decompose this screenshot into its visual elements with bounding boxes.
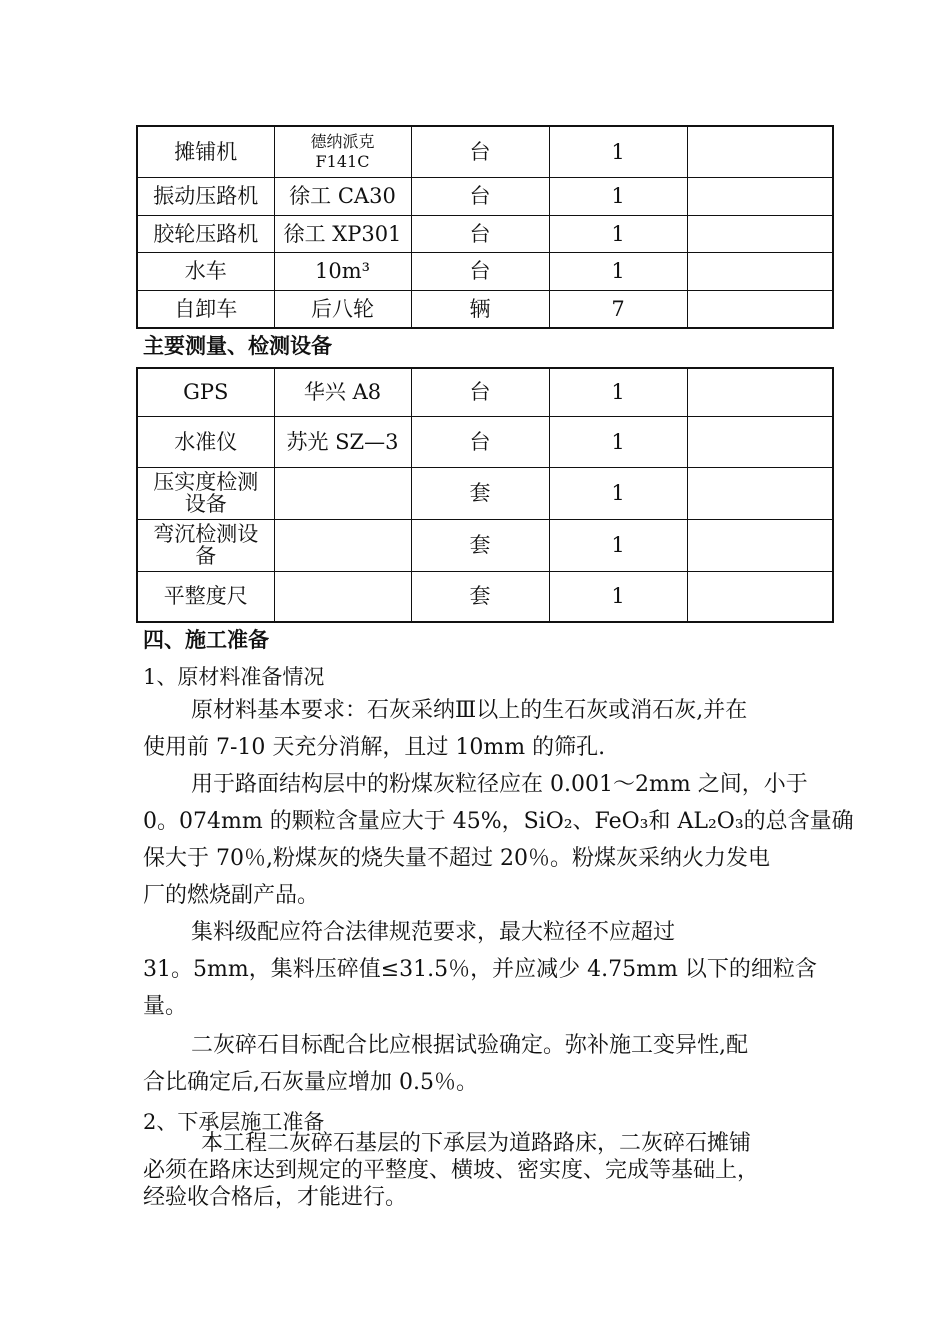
- text-line: 用于路面结构层中的粉煤灰粒径应在 0.001～2mm 之间，小于: [191, 772, 808, 797]
- equipment-qty: 1: [549, 571, 687, 622]
- equipment-qty: 1: [549, 368, 687, 416]
- equipment-qty: 1: [549, 252, 687, 290]
- text-line: 31。5mm，集料压碎值≤31.5％，并应减少 4.75mm 以下的细粒含: [143, 957, 817, 982]
- equipment-unit: 台: [411, 215, 549, 252]
- equipment-note: [687, 368, 833, 416]
- equipment-note: [687, 467, 833, 519]
- equipment-note: [687, 519, 833, 571]
- subsection-heading: 2、下承层施工准备: [143, 1110, 325, 1134]
- equipment-model: [274, 467, 411, 519]
- equipment-qty: 1: [549, 416, 687, 467]
- text-line: 原材料基本要求：石灰采纳Ⅲ以上的生石灰或消石灰,并在: [191, 698, 748, 723]
- equipment-model: [274, 571, 411, 622]
- table-row: [137, 368, 833, 416]
- equipment-unit: 台: [411, 126, 549, 177]
- table-row: [137, 416, 833, 467]
- equipment-model: 华兴 A8: [274, 368, 411, 416]
- survey-equipment-table: [136, 367, 834, 623]
- table-row: [137, 177, 833, 215]
- equipment-name: 胶轮压路机: [137, 215, 274, 252]
- equipment-qty: 7: [549, 290, 687, 328]
- text-line: 必须在路床达到规定的平整度、横坡、密实度、完成等基础上，: [143, 1158, 760, 1183]
- text-line: 厂的燃烧副产品。: [143, 883, 320, 908]
- equipment-model: 10m³: [274, 252, 411, 290]
- equipment-name: 水准仪: [137, 416, 274, 467]
- equipment-name: 压实度检测 设备: [137, 467, 274, 519]
- equipment-note: [687, 177, 833, 215]
- paragraph: [143, 692, 833, 766]
- equipment-qty: 1: [549, 126, 687, 177]
- equipment-model: 徐工 CA30: [274, 177, 411, 215]
- survey-equipment-heading: 主要测量、检测设备: [143, 334, 332, 358]
- equipment-note: [687, 252, 833, 290]
- equipment-name: 水车: [137, 252, 274, 290]
- paragraph: [143, 766, 854, 914]
- equipment-name: 振动压路机: [137, 177, 274, 215]
- text-line: 二灰碎石目标配合比应根据试验确定。弥补施工变异性,配: [191, 1033, 748, 1058]
- equipment-note: [687, 416, 833, 467]
- table-row: [137, 215, 833, 252]
- equipment-unit: 辆: [411, 290, 549, 328]
- equipment-model: 德纳派克 F141C: [274, 126, 411, 177]
- text-line: 集料级配应符合法律规范要求，最大粒径不应超过: [191, 920, 676, 945]
- equipment-unit: 台: [411, 416, 549, 467]
- text-line: 本工程二灰碎石基层的下承层为道路路床，二灰碎石摊铺: [201, 1131, 752, 1156]
- equipment-unit: 套: [411, 571, 549, 622]
- equipment-model: 后八轮: [274, 290, 411, 328]
- table-row: [137, 571, 833, 622]
- section-heading: 四、施工准备: [143, 628, 269, 652]
- equipment-name: 摊铺机: [137, 126, 274, 177]
- table-row: [137, 126, 833, 177]
- table-row: [137, 290, 833, 328]
- equipment-note: [687, 290, 833, 328]
- equipment-model: [274, 519, 411, 571]
- table-row: [137, 467, 833, 519]
- text-line: 合比确定后,石灰量应增加 0.5％。: [143, 1070, 478, 1095]
- equipment-qty: 1: [549, 215, 687, 252]
- table-row: [137, 252, 833, 290]
- text-line: 经验收合格后，才能进行。: [143, 1185, 408, 1210]
- paragraph: [143, 914, 833, 1025]
- text-line: 0。074mm 的颗粒含量应大于 45%，SiO₂、FeO₃和 AL₂O₃的总含量确: [143, 809, 854, 834]
- equipment-unit: 台: [411, 252, 549, 290]
- equipment-qty: 1: [549, 177, 687, 215]
- table-row: [137, 519, 833, 571]
- text-line: 使用前 7-10 天充分消解，且过 10mm 的筛孔.: [143, 735, 606, 760]
- equipment-model: 苏光 SZ—3: [274, 416, 411, 467]
- equipment-name: GPS: [137, 368, 274, 416]
- equipment-model: 徐工 XP301: [274, 215, 411, 252]
- paragraph: [143, 1027, 833, 1101]
- equipment-name: 平整度尺: [137, 571, 274, 622]
- paragraph: [143, 1130, 833, 1211]
- equipment-name: 弯沉检测设 备: [137, 519, 274, 571]
- text-line: 保大于 70％,粉煤灰的烧失量不超过 20％。粉煤灰采纳火力发电: [143, 846, 770, 871]
- equipment-note: [687, 571, 833, 622]
- equipment-name: 自卸车: [137, 290, 274, 328]
- equipment-note: [687, 126, 833, 177]
- text-line: 量。: [143, 994, 188, 1019]
- equipment-unit: 套: [411, 519, 549, 571]
- subsection-heading: 1、原材料准备情况: [143, 665, 325, 689]
- equipment-unit: 台: [411, 368, 549, 416]
- equipment-unit: 套: [411, 467, 549, 519]
- equipment-qty: 1: [549, 467, 687, 519]
- equipment-table: [136, 125, 834, 329]
- equipment-unit: 台: [411, 177, 549, 215]
- equipment-note: [687, 215, 833, 252]
- equipment-qty: 1: [549, 519, 687, 571]
